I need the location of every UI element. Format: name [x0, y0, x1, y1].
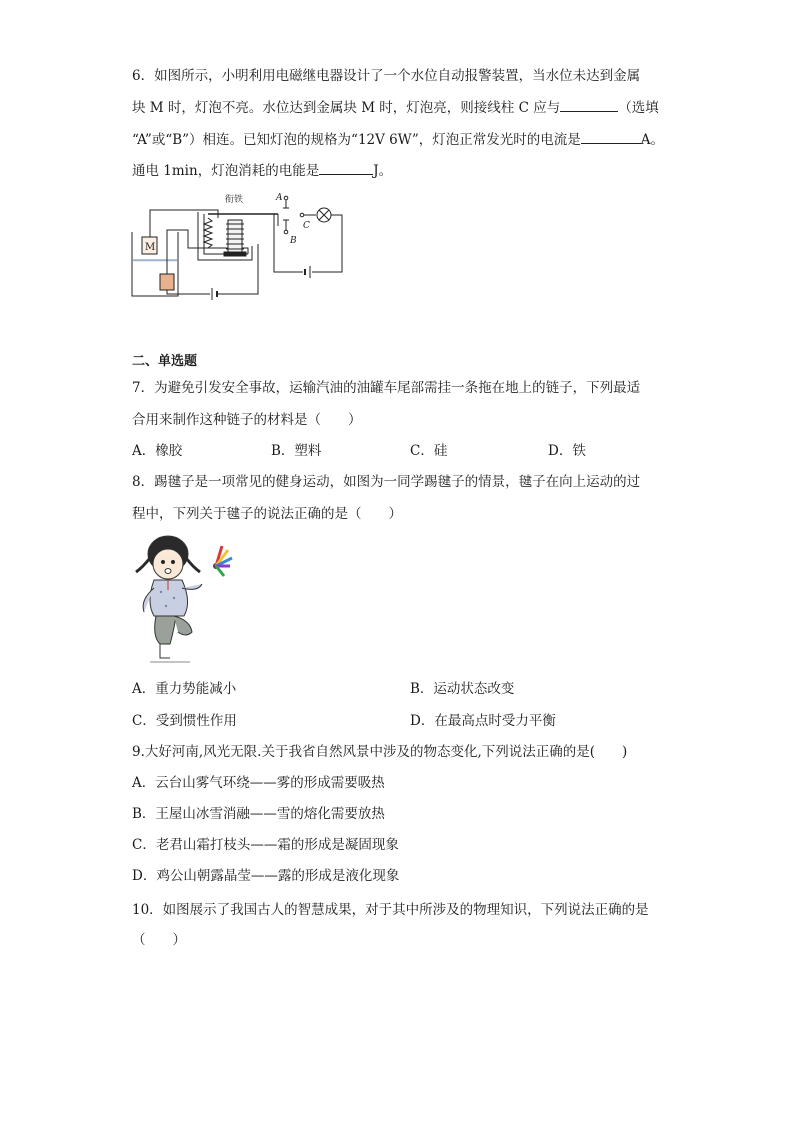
shirt-dot: [173, 597, 175, 599]
q10-text-line-2: （ ）: [132, 932, 186, 948]
left-foot: [160, 644, 170, 658]
q6-answer-blank-3[interactable]: [319, 160, 373, 175]
shirt-dot: [165, 605, 167, 607]
wire-m-top: [150, 210, 218, 237]
coil-core: [228, 220, 242, 252]
q7-option-b[interactable]: B．塑料: [271, 443, 322, 459]
q6-answer-blank-1[interactable]: [560, 97, 618, 112]
electrode-block: [160, 274, 174, 290]
q9-option-a[interactable]: A．云台山雾气环绕——雾的形成需要吸热: [132, 775, 385, 791]
terminal-b: [284, 230, 288, 234]
label-a: A: [276, 193, 283, 203]
pants-right-leg: [174, 616, 192, 635]
mouth: [165, 569, 171, 574]
label-b: B: [290, 236, 297, 246]
terminal-c: [300, 213, 304, 217]
shirt: [150, 580, 188, 616]
q6-text-line-3a: “A”或“B”）相连。已知灯泡的规格为“12V 6W”，灯泡正常发光时的电流是: [132, 132, 581, 148]
q6-text-line-2: [132, 97, 659, 118]
q6-text-line-2a: 块 M 时，灯泡不亮。水位达到金属块 M 时，灯泡亮，则接线柱 C 应与: [132, 100, 561, 116]
shuttlecock: [213, 546, 232, 576]
pants-left-leg: [155, 616, 176, 644]
section-title: 二、单选题: [132, 354, 198, 369]
q6-text-line-4b: J。: [373, 163, 393, 179]
q8-option-c[interactable]: C．受到惯性作用: [132, 713, 237, 729]
spring: [204, 218, 212, 248]
q8-option-b[interactable]: B．运动状态改变: [410, 681, 515, 697]
left-braid: [136, 558, 150, 572]
wire-bottom-left: [167, 290, 210, 294]
right-braid: [186, 558, 200, 572]
q8-child-kicking-shuttlecock-image: [130, 532, 240, 666]
right-eye: [171, 560, 174, 563]
q7-text-line-1: 7．为避免引发安全事故，运输汽油的油罐车尾部需挂一条拖在地上的链子，下列最适: [132, 380, 641, 396]
q6-text-line-1: 6．如图所示，小明利用电磁继电器设计了一个水位自动报警装置，当水位未达到金属: [132, 68, 641, 84]
terminal-a: [284, 196, 288, 200]
q6-text-line-3: [132, 129, 664, 150]
q7-text-line-2: 合用来制作这种链子的材料是（ ）: [132, 412, 362, 428]
q6-text-line-3b: A。: [640, 132, 665, 148]
q6-text-line-4: [132, 160, 392, 181]
q6-answer-blank-2[interactable]: [581, 129, 641, 144]
q10-text-line-1: 10．如图展示了我国古人的智慧成果，对于其中所涉及的物理知识，下列说法正确的是: [132, 902, 649, 918]
coil-base: [224, 252, 246, 256]
q6-circuit-figure: [128, 188, 348, 300]
q8-text-line-1: 8．踢毽子是一项常见的健身运动，如图为一同学踢毽子的情景，毽子在向上运动的过: [132, 474, 641, 490]
q7-option-c[interactable]: C．硅: [410, 443, 448, 459]
left-eye: [161, 560, 164, 563]
label-m: M: [145, 242, 156, 253]
lamp-cross: [319, 210, 329, 220]
q9-option-d[interactable]: D．鸡公山朝露晶莹——露的形成是液化现象: [132, 868, 400, 884]
q9-text-line-1: 9.大好河南,风光无限.关于我省自然风景中涉及的物态变化,下列说法正确的是( ): [132, 744, 628, 760]
wire-lamp-right: [312, 215, 342, 272]
q6-text-line-2b: （选填: [618, 100, 659, 116]
q7-option-a[interactable]: A．橡胶: [132, 443, 183, 459]
q7-option-d[interactable]: D．铁: [548, 443, 586, 459]
q6-text-line-4a: 通电 1min，灯泡消耗的电能是: [132, 163, 320, 179]
q8-option-a[interactable]: A．重力势能减小: [132, 681, 237, 697]
q8-option-d[interactable]: D．在最高点时受力平衡: [410, 713, 556, 729]
armature-label: 衔铁: [225, 195, 244, 205]
q8-text-line-2: 程中，下列关于毽子的说法正确的是（ ）: [132, 506, 402, 522]
shirt-dot: [160, 591, 162, 593]
face: [153, 549, 183, 579]
label-c: C: [303, 221, 310, 231]
q9-option-b[interactable]: B．王屋山冰雪消融——雪的熔化需要放热: [132, 806, 385, 822]
q9-option-c[interactable]: C．老君山霜打枝头——霜的形成是凝固现象: [132, 837, 399, 853]
